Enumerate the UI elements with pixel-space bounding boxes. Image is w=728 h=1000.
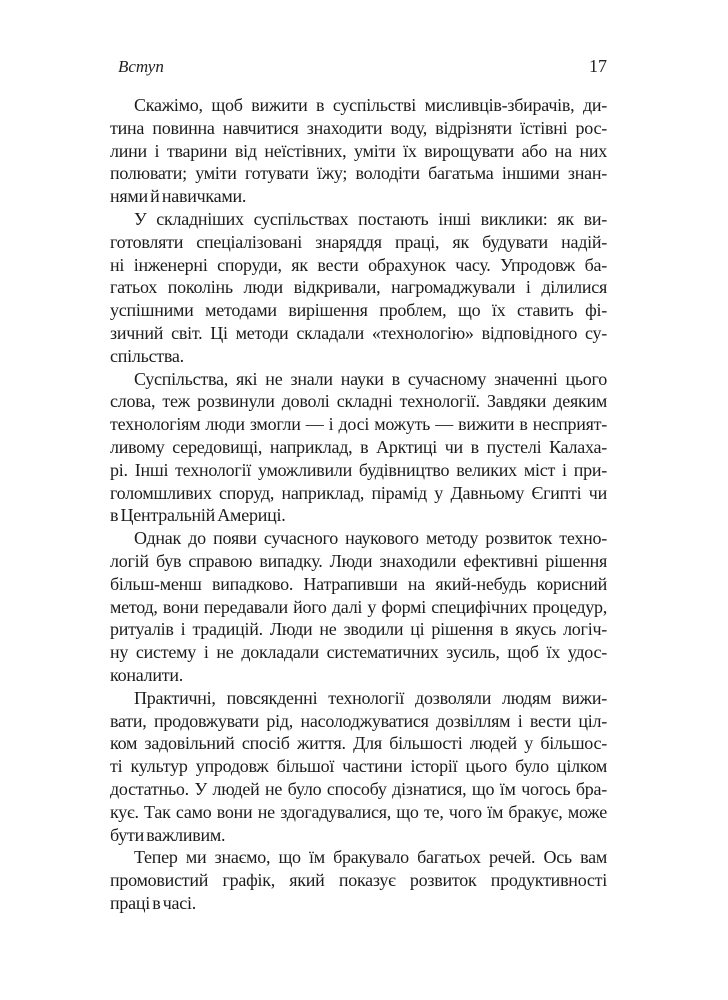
text-line: успішними методами вирішення проблем, що їх ставить фі- — [110, 300, 607, 321]
text-line: коналити. — [110, 664, 183, 685]
text-line: праці в часі. — [110, 892, 197, 913]
text-line: бути важливим. — [110, 824, 226, 845]
text-line: логій був справою випадку. Люди знаходили ефективні рішення — [110, 550, 607, 571]
running-header-chapter-title: Вступ — [118, 57, 164, 76]
text-line: У складніших суспільствах постають інші виклики: як ви- — [134, 208, 607, 229]
text-line: вати, продовжувати рід, насолоджуватися дозвіллям і вести ціл- — [110, 710, 607, 731]
paragraph — [110, 368, 607, 528]
text-line: ті культур упродовж більшої частини історії цього було цілком — [110, 756, 607, 777]
text-line: готовляти спеціалізовані знаряддя праці, як будувати надій- — [110, 231, 607, 252]
paragraph — [110, 846, 607, 914]
paragraph — [110, 527, 607, 687]
text-line: голомшливих споруд, наприклад, пірамід у Давньому Єгипті чи — [110, 482, 607, 503]
paragraph — [110, 94, 607, 208]
text-line: Скажімо, щоб вижити в суспільстві мисливців-збирачів, ди- — [134, 95, 607, 115]
text-line: зичний світ. Ці методи складали «технологію» відповідного су- — [110, 322, 607, 343]
text-line: Однак до появи сучасного наукового методу розвиток техно- — [134, 528, 607, 549]
text-line: тина повинна навчитися знаходити воду, відрізняти їстівні рос- — [110, 117, 607, 138]
text-line: ну систему і не докладали систематичних зусиль, щоб їх удос- — [110, 642, 607, 663]
text-line: лини і тварини від неїстівних, уміти їх вирощувати або на них — [110, 140, 607, 161]
text-line: полювати; уміти готувати їжу; володіти багатьма іншими знан- — [110, 163, 607, 184]
text-line: гатьох поколінь люди відкривали, нагромаджували і ділилися — [110, 277, 607, 298]
text-line: Тепер ми знаємо, що їм бракувало багатьох речей. Ось вам — [134, 847, 607, 868]
running-header — [110, 55, 607, 78]
text-line: слова, теж розвинули доволі складні технології. Завдяки деяким — [110, 391, 607, 412]
text-line: промовистий графік, який показує розвиток продуктивності — [110, 870, 607, 891]
text-line: більш-менш випадково. Натрапивши на який-небудь корисний — [110, 573, 607, 594]
text-line: спільства. — [110, 345, 184, 366]
paragraph — [110, 208, 607, 368]
text-line: Практичні, повсякденні технології дозволяли людям вижи- — [134, 687, 607, 708]
text-line: нями й навичками. — [110, 186, 247, 207]
text-line: кує. Так само вони не здогадувалися, що те, чого їм бракує, може — [110, 801, 607, 822]
text-line: в Центральній Америці. — [110, 505, 286, 526]
text-line: технологіям люди змогли — і досі можуть — вижити в несприят- — [110, 414, 607, 435]
text-line: ком задовільний спосіб життя. Для більшості людей у більшос- — [110, 733, 607, 754]
text-line: ритуалів і традицій. Люди не зводили ці рішення в якусь логіч- — [110, 619, 607, 640]
text-line: ливому середовищі, наприклад, в Арктиці чи в пустелі Калаха- — [110, 436, 607, 457]
page-number: 17 — [589, 56, 607, 76]
paragraph — [110, 687, 607, 847]
text-line: рі. Інші технології уможливили будівництво великих міст і при- — [110, 459, 607, 480]
text-line: ні інженерні споруди, як вести обрахунок часу. Упродовж ба- — [110, 254, 607, 275]
text-line: достатньо. У людей не було способу дізнатися, що їм чогось бра- — [110, 778, 607, 799]
text-line: Суспільства, які не знали науки в сучасному значенні цього — [134, 368, 607, 389]
body-text — [110, 94, 607, 915]
text-line: метод, вони передавали його далі у формі специфічних процедур, — [110, 596, 607, 617]
